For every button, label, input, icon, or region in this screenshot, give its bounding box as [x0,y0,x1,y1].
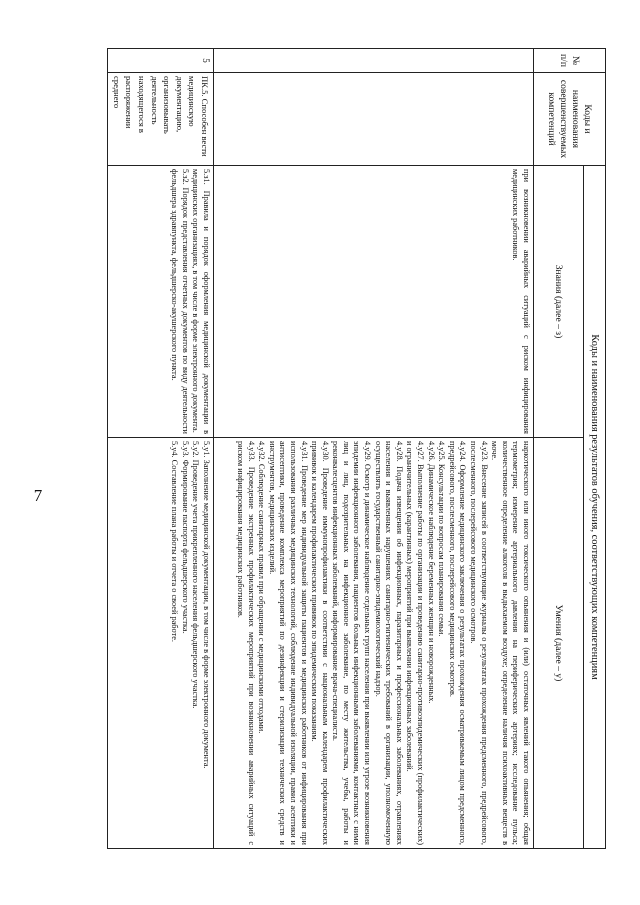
skill-item: 4.у31. Проведение мер индивидуальной защиты пациентов и медицинских работников от инфицирования при использовании различных медицинских технологий, соблюдение индивидуальной изоляции, правил асептики и антисептики, проведение комплекса мероприятий по дезинфекции и стерилизации технических средств и инструментов, медицинских изделий. [267,441,309,845]
skill-item: 5.у4. Составление плана работы и отчета о своей работе. [170,441,180,642]
skill-item: 4.у33. Проведение экстренных профилактических мероприятий при возникновении аварийных ситуаций с риском инфицирования медицинских работников. [235,441,256,845]
skill-item: 4.у25. Консультации по вопросам планирования семьи. [437,441,447,637]
row-number: 5 [108,49,214,73]
skill-item: 5.у2. Проведение учета прикрепленного населения фельдшерского участка. [191,441,201,709]
knowledge-cell [214,166,534,438]
knowledge-item: 5.з1. Правила и порядок оформления медицинской документации в медицинских организациях, в том числе в форме электронного документа. [191,169,211,434]
rotated-table-sheet [111,48,606,848]
row-number [214,49,534,73]
skills-cell [108,438,214,849]
skill-item: наркотического или иного токсического опьянения и (или) остаточных явлений такого опьянения; общая термометрия; измерение артериального давления на периферических артериях; исследование пульса; количественное определение алкоголя в выдыхаемом воздухе; определение наличия психоактивных веществ в моче. [490,441,531,845]
header-codes: Коды и наименования совершенствуемых компетенций [534,73,606,166]
knowledge-item: при возникновении аварийных ситуаций с риском инфицирования медицинских работников. [511,169,531,434]
page-number: 7 [33,486,43,505]
header-num: № п/п [534,49,606,73]
skill-item: 4.у24. Оформление медицинского заключения о результатах прохождения осматриваемым лицом предсменного, предрейсового, послесменного, послерейсового медицинских осмотров. [447,441,468,845]
skill-item: 5.у1. Заполнение медицинской документации, в том числе в форме электронного документа. [202,441,211,769]
table-row [108,49,214,849]
skill-item: 4.у30. Проведение иммунопрофилактики в соответствии с национальным календарем профилактических прививок и календарем профилактических прививок по эпидемическим показаниям. [310,441,330,845]
competence-name: ПК.5. Способен вести медицинскую документацию, организовывать деятельность находящегося в распоряжении среднего [108,73,214,166]
skill-item: 4.у32. Соблюдение санитарных правил при обращении с медицинскими отходами. [257,441,267,734]
competence-table [107,48,606,849]
skill-item: 4.у27. Выполнение работы по организации и проведению санитарно-противоэпидемических (профилактических) и ограничительных (карантинных) мероприятий при выявлении инфекционных заболеваний. [405,441,426,845]
skill-item: 4.у28. Подача извещения об инфекционных, паразитарных и профессиональных заболеваниях, отравлениях населения и выявленных нарушениях санитарно-гигиенических требований в организации, уполномоченную осуществлять государственный санитарно-эпидемиологический надзор. [373,441,404,845]
table-row [214,49,534,849]
header-skills: Умения (далее – у) [534,438,584,849]
skill-item: 5.у3. Формирование паспорта фельдшерского участка. [180,441,190,634]
header-results-group: Коды и наименования результатов обучения, соответствующих компетенциям [584,166,606,849]
skill-item: 4.у23. Внесение записей в соответствующие журналы о результатах прохождения предсменного, предрейсового, послесменного, послерейсового медицинского осмотров. [469,441,489,845]
skills-cell [214,438,534,849]
skill-item: 4.у29. Осмотр и динамическое наблюдение отдельных групп населения при выявлении или угрозе возникновения эпидемии инфекционного заболевания, пациентов больных инфекционными заболеваниями, контактных с ними лиц и лиц, подозрительных на инфекционное заболевание, по месту жительства, учебы, работы и реконвалесцентов инфекционных заболеваний, информирование врача-специалиста. [331,441,373,845]
skill-item: 4.у26. Динамическое наблюдение беременных женщин и новорожденных. [426,441,436,704]
knowledge-item: 5.з2. Порядок представления отчетных документов по виду деятельности фельдшера здравпункта, фельдшерско-акушерского пункта. [170,169,190,434]
knowledge-cell [108,166,214,438]
competence-name [214,73,534,166]
header-knowledge: Знания (далее – з) [534,166,584,438]
